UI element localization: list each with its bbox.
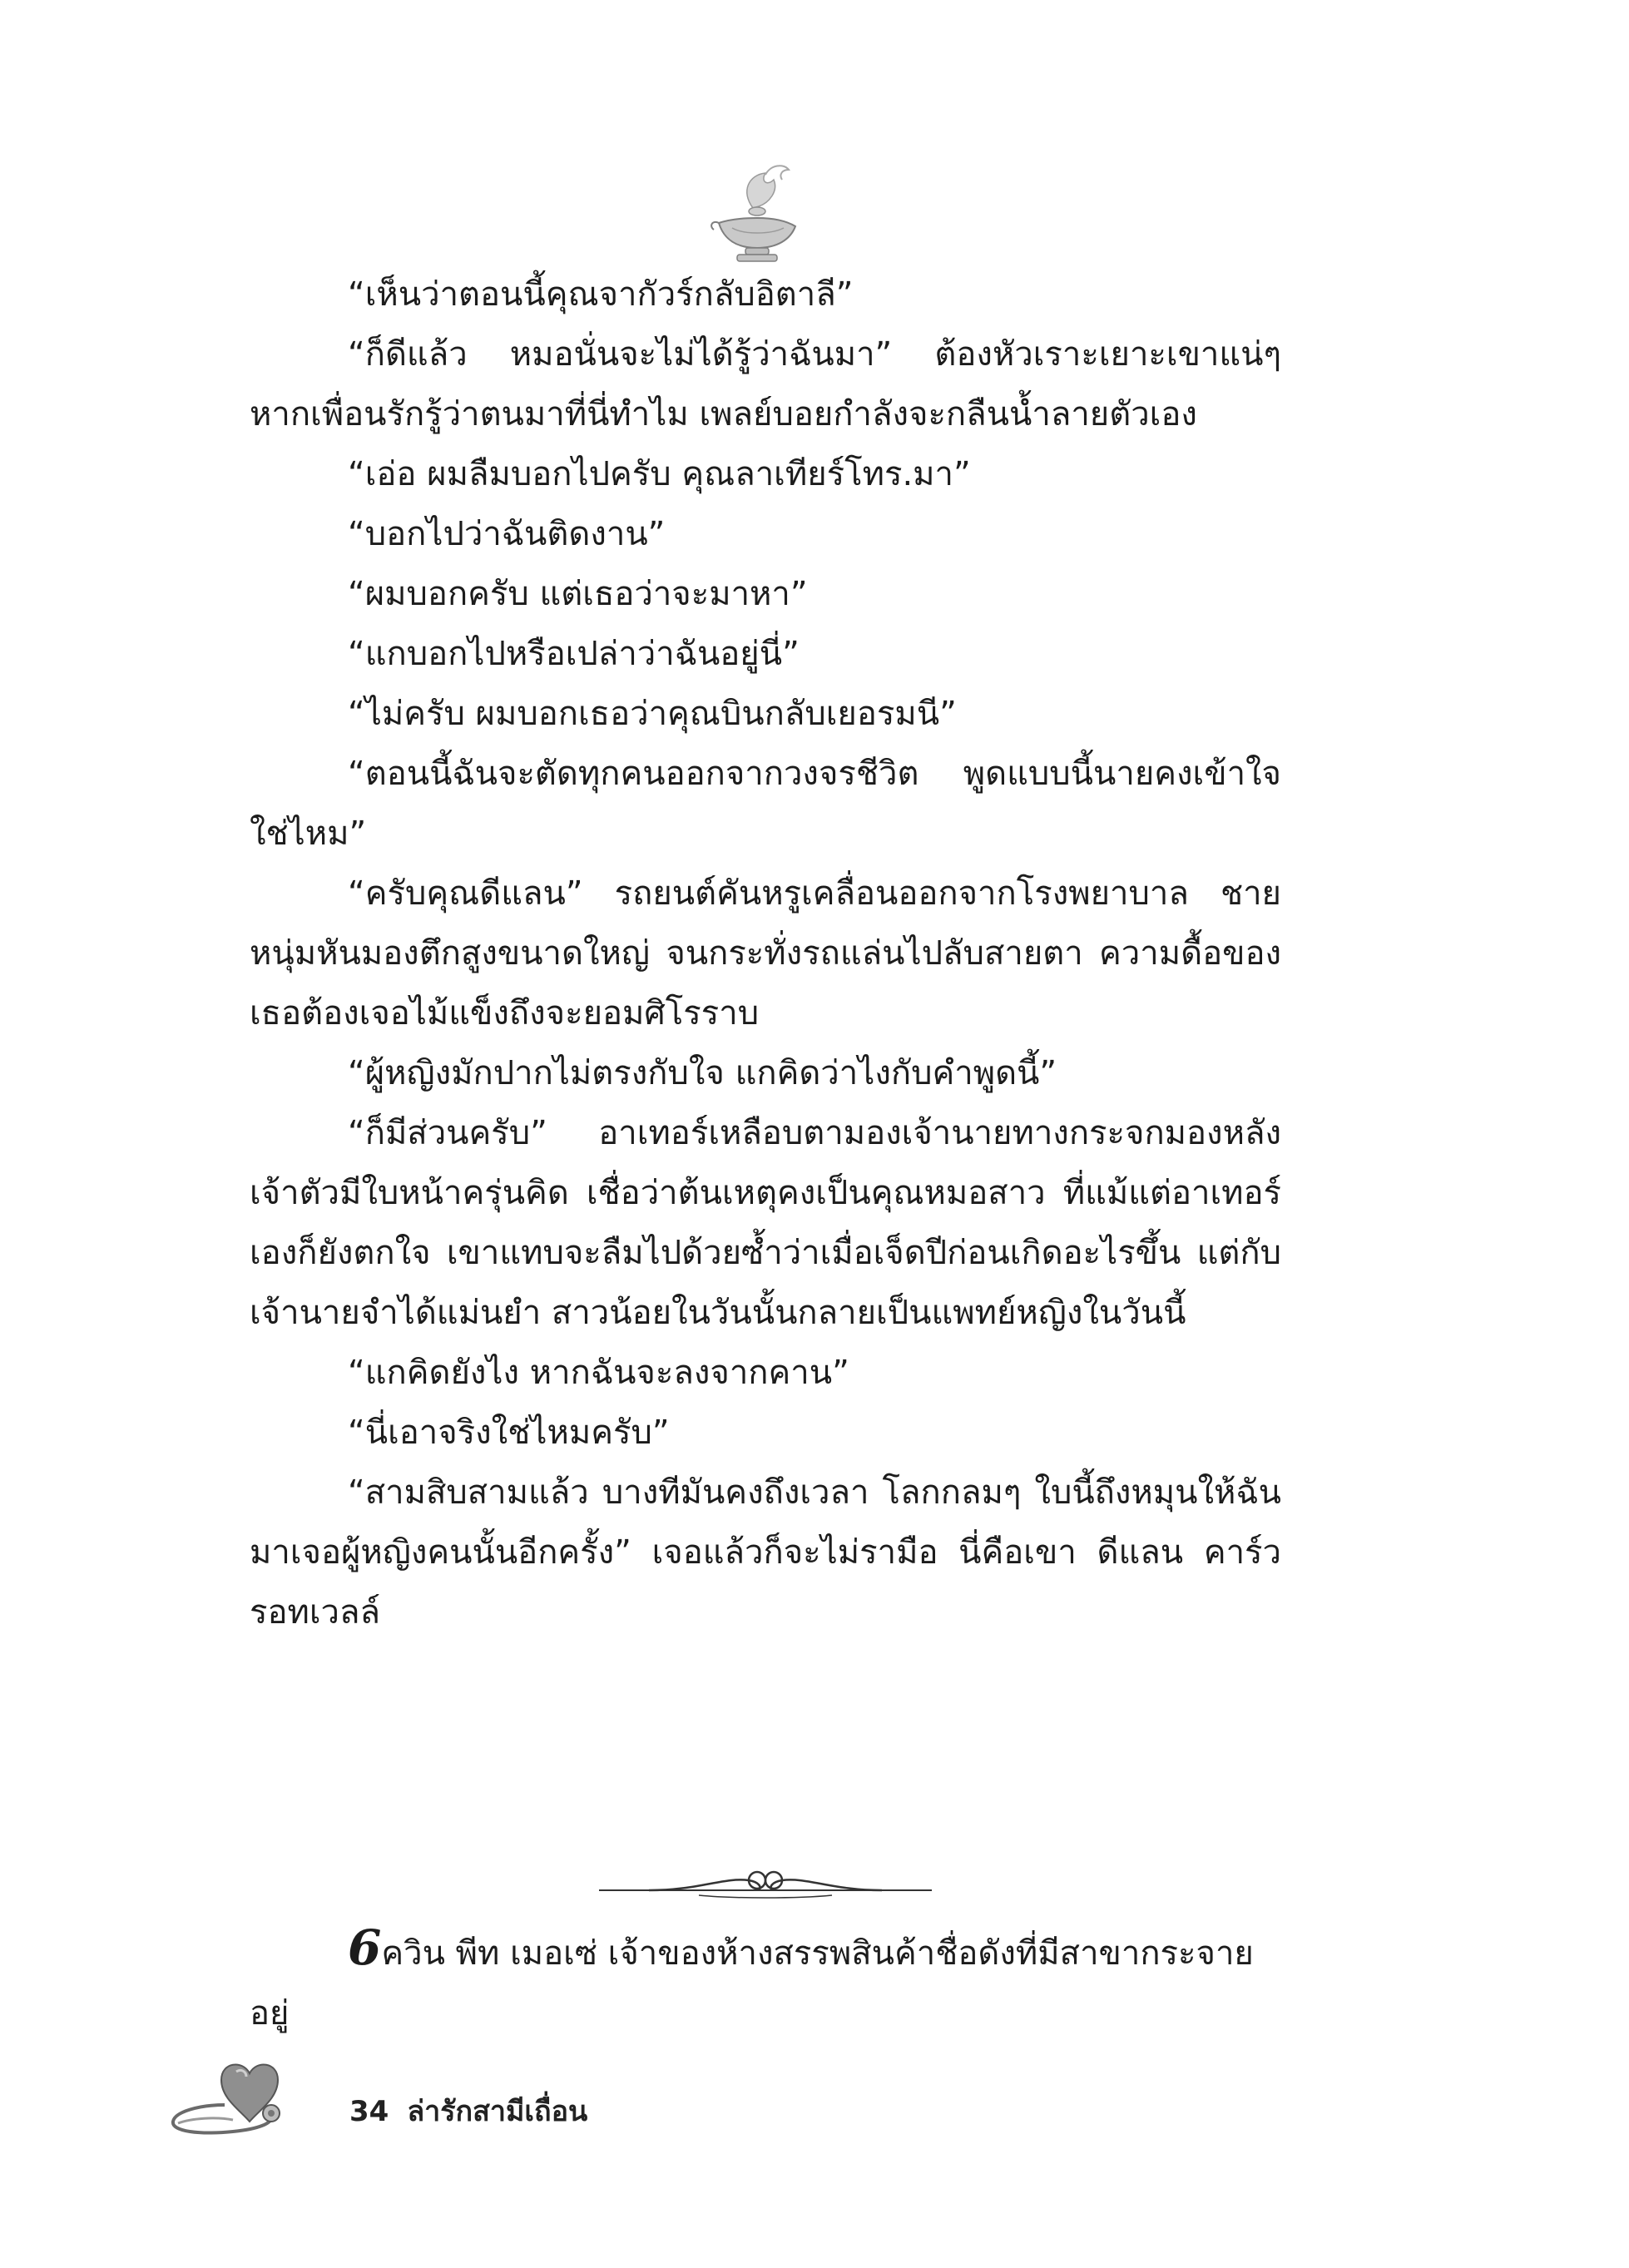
paragraph: “ผู้หญิงมักปากไม่ตรงกับใจ แกคิดว่าไงกับคำพูดนี้” <box>348 1054 1057 1092</box>
page-number: 34 <box>349 2095 389 2128</box>
body-text <box>250 265 1281 1642</box>
opening-text: ควิน พีท เมอเซ่ เจ้าของห้างสรรพสินค้าชื่อดังที่มีสาขากระจายอยู่ <box>250 1934 1254 2033</box>
paragraph: “ผมบอกครับ แต่เธอว่าจะมาหา” <box>348 575 808 613</box>
paragraph: “ก็มีส่วนครับ” อาเทอร์เหลือบตามองเจ้านายทางกระจกมองหลัง เจ้าตัวมีใบหน้าครุ่นคิด เชื่อว่าต้นเหตุคงเป็นคุณหมอสาว ที่แม้แต่อาเทอร์เองก็ยังตกใจ เขาแทบจะลืมไปด้วยซ้ำว่าเมื่อเจ็ดปีก่อนเกิดอะไรขึ้น แต่กับเจ้านายจำได้แม่นยำ สาวน้อยในวันนั้นกลายเป็นแพทย์หญิงในวันนี้ <box>250 1114 1281 1332</box>
paragraph: “แกคิดยังไง หากฉันจะลงจากคาน” <box>348 1354 849 1392</box>
paragraph: “เห็นว่าตอนนี้คุณจากัวร์กลับอิตาลี” <box>348 275 854 314</box>
paragraph: “ครับคุณดีแลน” รถยนต์คันหรูเคลื่อนออกจากโรงพยาบาล ชายหนุ่มหันมองตึกสูงขนาดใหญ่ จนกระทั่งรถแล่นไปลับสายตา ความดื้อของเธอต้องเจอไม้แข็งถึงจะยอมศิโรราบ <box>250 874 1281 1032</box>
drop-cap: 6 <box>348 1919 382 1976</box>
scroll-divider-icon <box>599 1862 932 1904</box>
page-footer <box>349 2088 606 2133</box>
book-title: ล่ารักสามีเถื่อน <box>407 2095 588 2128</box>
paragraph: “เอ่อ ผมลืมบอกไปครับ คุณลาเทียร์โทร.มา” <box>348 455 971 493</box>
paragraph: “ไม่ครับ ผมบอกเธอว่าคุณบินกลับเยอรมนี” <box>348 695 957 733</box>
paragraph: “นี่เอาจริงใช่ไหมครับ” <box>348 1414 670 1452</box>
paragraph: “ก็ดีแล้ว หมอนั่นจะไม่ได้รู้ว่าฉันมา” ต้องหัวเราะเยาะเขาแน่ๆ หากเพื่อนรักรู้ว่าตนมาที่นี่ทำไม เพลย์บอยกำลังจะกลืนน้ำลายตัวเอง <box>250 335 1281 433</box>
paragraph: “ตอนนี้ฉันจะตัดทุกคนออกจากวงจรชีวิต พูดแบบนี้นายคงเข้าใจใช่ไหม” <box>250 755 1281 853</box>
chapter-opening-line <box>250 1919 1281 2043</box>
genie-lamp-icon <box>707 158 807 266</box>
paragraph: “สามสิบสามแล้ว บางทีมันคงถึงเวลา โลกกลมๆ ใบนี้ถึงหมุนให้ฉันมาเจอผู้หญิงคนนั้นอีกครั้ง” เจอแล้วก็จะไม่รามือ นี่คือเขา ดีแลน คาร์ว รอทเวลล์ <box>250 1473 1281 1632</box>
paragraph: “แกบอกไปหรือเปล่าว่าฉันอยู่นี่” <box>348 635 800 673</box>
paragraph: “บอกไปว่าฉันติดงาน” <box>348 515 666 553</box>
heart-stethoscope-icon <box>166 2055 316 2147</box>
